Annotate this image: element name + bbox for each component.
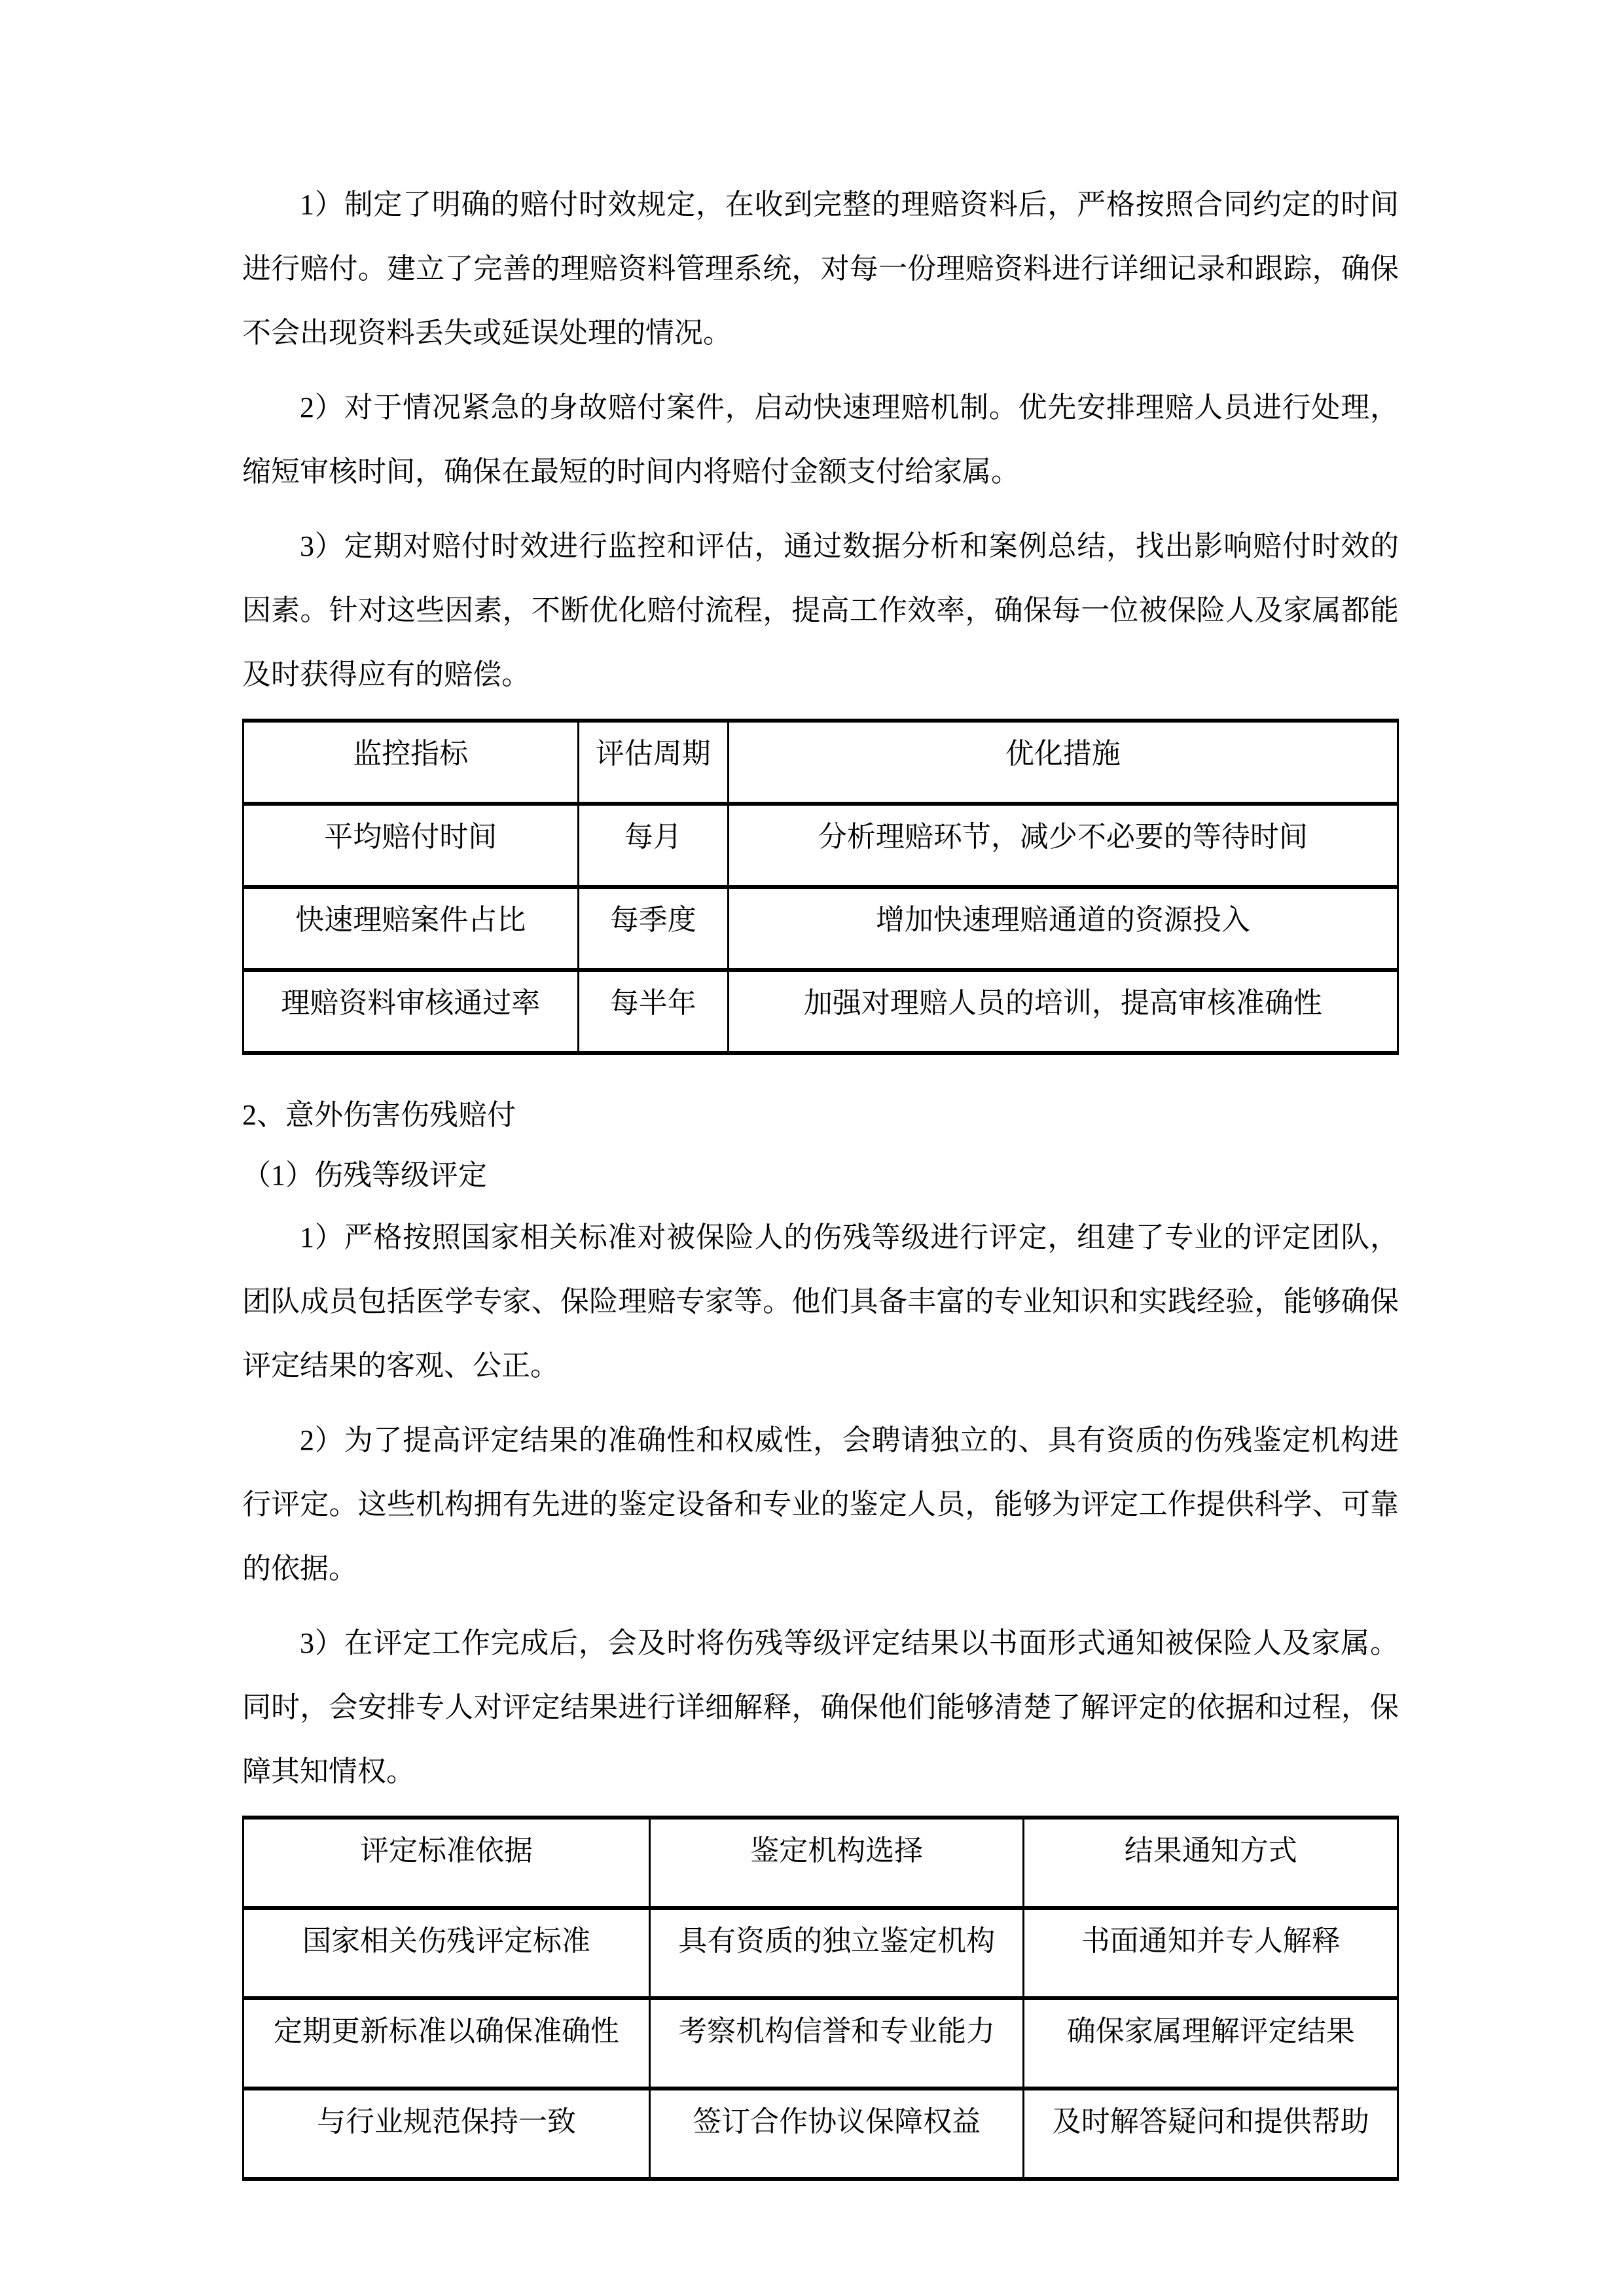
monitoring-table-cell: 加强对理赔人员的培训，提高审核准确性 — [728, 970, 1398, 1053]
table-row — [244, 887, 1398, 970]
assessment-standards-table — [242, 1816, 1399, 2181]
table-row — [244, 2089, 1398, 2179]
assessment-table-cell: 具有资质的独立鉴定机构 — [649, 1908, 1024, 1998]
assessment-table-cell: 考察机构信誉和专业能力 — [649, 1998, 1024, 2089]
table-row — [244, 970, 1398, 1053]
monitoring-table-header-cycle: 评估周期 — [578, 721, 728, 804]
monitoring-table-cell: 分析理赔环节，减少不必要的等待时间 — [728, 804, 1398, 887]
assessment-table-cell: 及时解答疑问和提供帮助 — [1024, 2089, 1398, 2179]
monitoring-table-cell: 每季度 — [578, 887, 728, 970]
monitoring-table-cell: 每半年 — [578, 970, 728, 1053]
monitoring-indicators-table — [242, 719, 1399, 1055]
paragraph-disability-assessment-3: 3）在评定工作完成后，会及时将伤残等级评定结果以书面形式通知被保险人及家属。同时，会安排专人对评定结果进行详细解释，确保他们能够清楚了解评定的依据和过程，保障其知情权。 — [242, 1627, 1399, 1787]
table-row — [244, 1908, 1398, 1998]
assessment-table-header-agency: 鉴定机构选择 — [649, 1818, 1024, 1908]
assessment-table-cell: 国家相关伤残评定标准 — [244, 1908, 650, 1998]
paragraph-disability-assessment-1: 1）严格按照国家相关标准对被保险人的伤残等级进行评定，组建了专业的评定团队，团队成员包括医学专家、保险理赔专家等。他们具备丰富的专业知识和实践经验，能够确保评定结果的客观、公正。 — [242, 1221, 1399, 1382]
monitoring-table-header-indicator: 监控指标 — [244, 721, 579, 804]
monitoring-table-cell: 增加快速理赔通道的资源投入 — [728, 887, 1398, 970]
paragraph-claim-timeliness-1: 1）制定了明确的赔付时效规定，在收到完整的理赔资料后，严格按照合同约定的时间进行赔付。建立了完善的理赔资料管理系统，对每一份理赔资料进行详细记录和跟踪，确保不会出现资料丢失或延误处理的情况。 — [242, 188, 1399, 349]
monitoring-table-header-measures: 优化措施 — [728, 721, 1398, 804]
monitoring-table-cell: 理赔资料审核通过率 — [244, 970, 579, 1053]
paragraph-claim-timeliness-2: 2）对于情况紧急的身故赔付案件，启动快速理赔机制。优先安排理赔人员进行处理，缩短审核时间，确保在最短的时间内将赔付金额支付给家属。 — [242, 391, 1399, 488]
monitoring-table-cell: 每月 — [578, 804, 728, 887]
table-row — [244, 721, 1398, 804]
section-heading-accident-disability: 2、意外伤害伤残赔付 — [242, 1099, 516, 1131]
assessment-table-cell: 书面通知并专人解释 — [1024, 1908, 1398, 1998]
monitoring-table-cell: 平均赔付时间 — [244, 804, 579, 887]
assessment-table-cell: 签订合作协议保障权益 — [649, 2089, 1024, 2179]
table-row — [244, 1998, 1398, 2089]
assessment-table-cell: 确保家属理解评定结果 — [1024, 1998, 1398, 2089]
subsection-heading-disability-grading: （1）伤残等级评定 — [242, 1159, 487, 1191]
table-row — [244, 804, 1398, 887]
table-row — [244, 1818, 1398, 1908]
assessment-table-header-notification: 结果通知方式 — [1024, 1818, 1398, 1908]
paragraph-disability-assessment-2: 2）为了提高评定结果的准确性和权威性，会聘请独立的、具有资质的伤残鉴定机构进行评定。这些机构拥有先进的鉴定设备和专业的鉴定人员，能够为评定工作提供科学、可靠的依据。 — [242, 1424, 1399, 1585]
assessment-table-cell: 定期更新标准以确保准确性 — [244, 1998, 650, 2089]
monitoring-table-cell: 快速理赔案件占比 — [244, 887, 579, 970]
assessment-table-cell: 与行业规范保持一致 — [244, 2089, 650, 2179]
paragraph-claim-timeliness-3: 3）定期对赔付时效进行监控和评估，通过数据分析和案例总结，找出影响赔付时效的因素。针对这些因素，不断优化赔付流程，提高工作效率，确保每一位被保险人及家属都能及时获得应有的赔偿。 — [242, 530, 1399, 691]
assessment-table-header-standard: 评定标准依据 — [244, 1818, 650, 1908]
